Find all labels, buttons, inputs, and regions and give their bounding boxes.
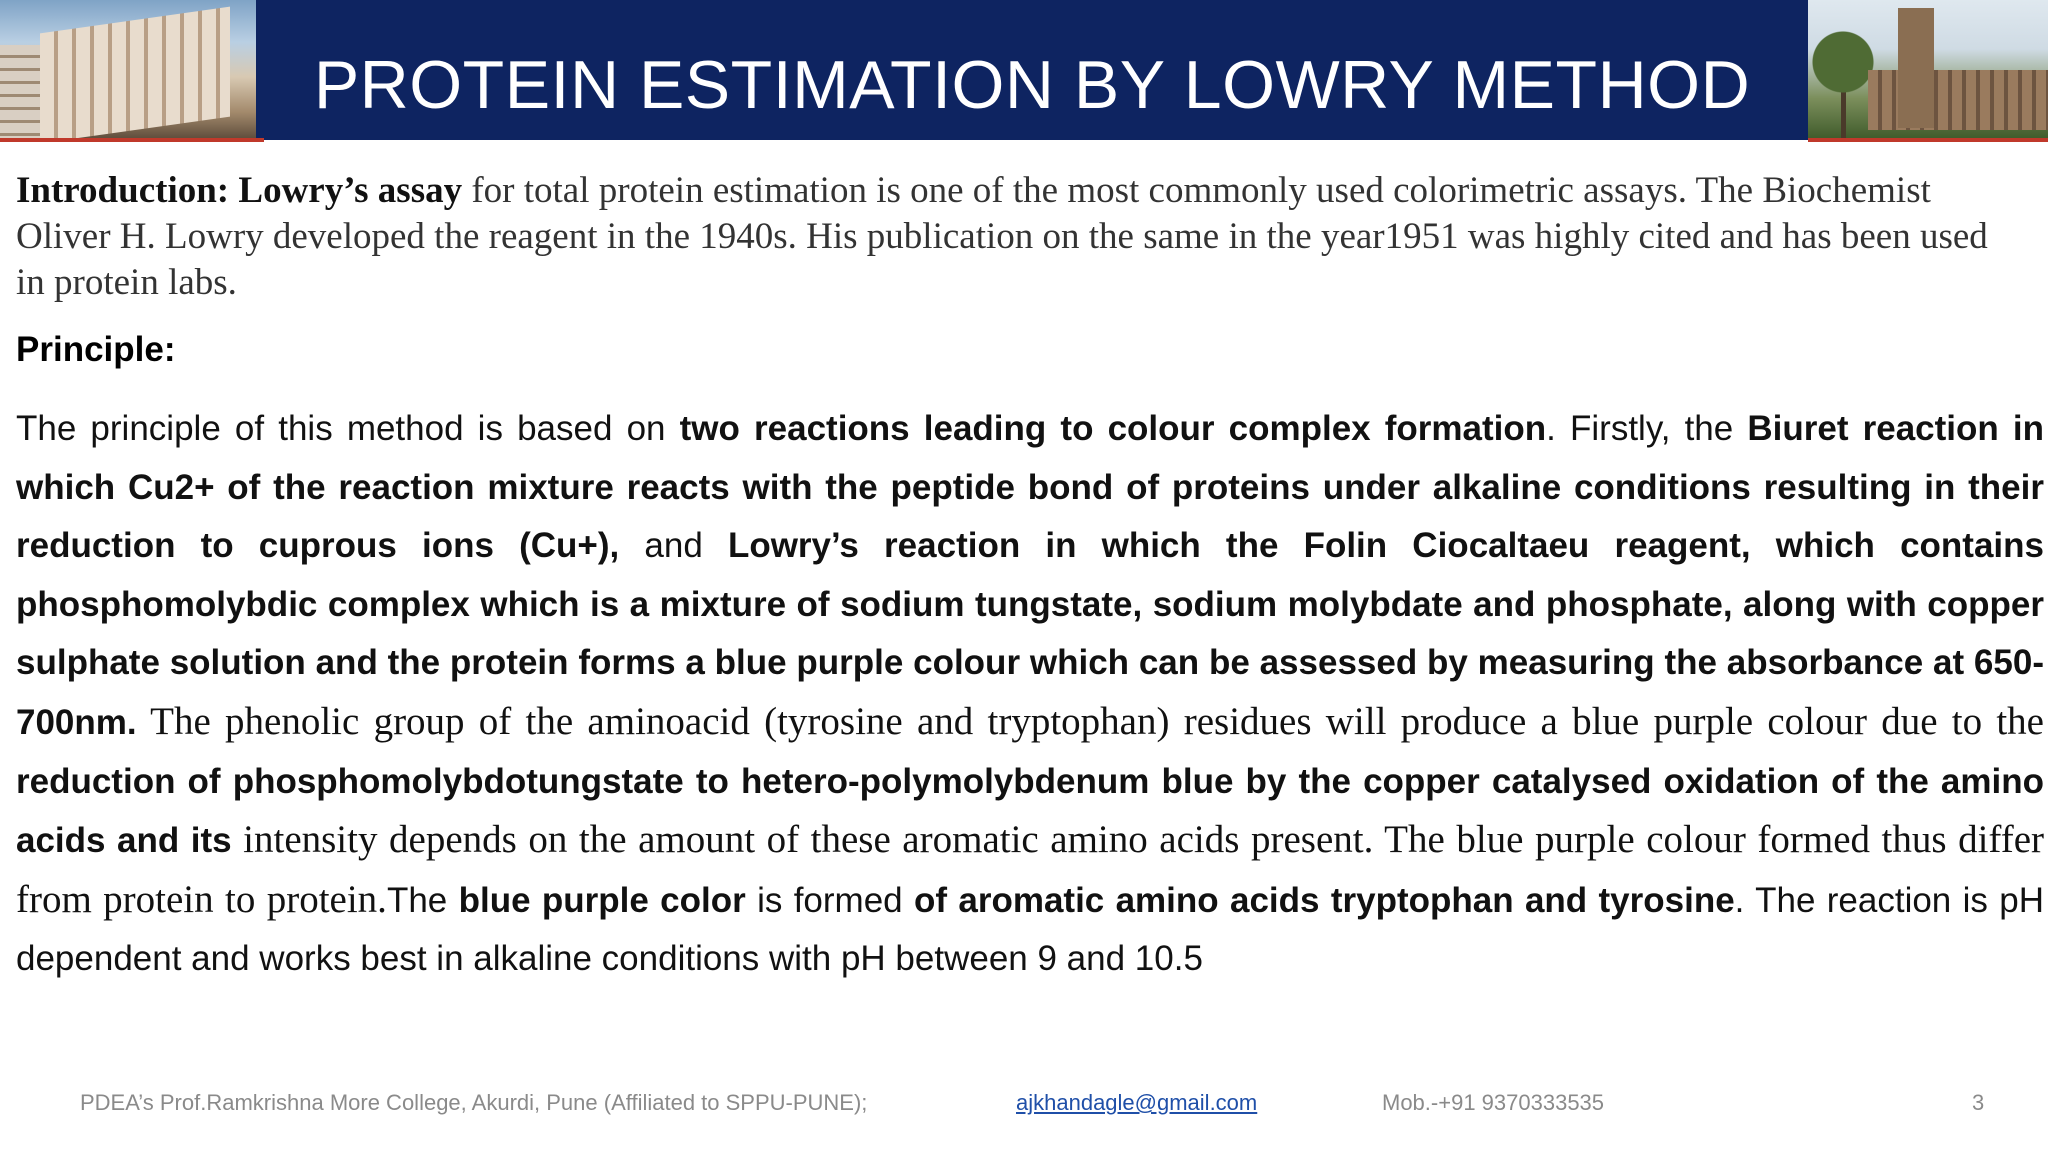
slide-title: PROTEIN ESTIMATION BY LOWRY METHOD — [313, 47, 1751, 123]
principle-text-8: . The reaction is pH dependent and works best in alkaline conditions with pH between 9 and 10.5 — [16, 880, 2044, 979]
principle-bold-6: blue purple color — [458, 880, 746, 920]
accent-line-right — [1808, 138, 2048, 142]
principle-bold-3: Lowry’s reaction in which the Folin Ciocaltaeu reagent, which contains phosphomolybdic complex which is a mixture of sodium tungstate, sodium molybdate and phosphate, along with copper sulphate solution and the protein forms a blue purple colour which can be assessed by measuring the absorbance at 650-700nm. — [16, 526, 2044, 742]
principle-bold-1: two reactions leading to colour complex formation — [679, 409, 1547, 448]
footer-email-link[interactable]: ajkhandagle@gmail.com — [1016, 1090, 1258, 1115]
clock-tower-image — [1898, 8, 1934, 128]
page-number: 3 — [1972, 1090, 1985, 1115]
principle-bold-7: of aromatic amino acids tryptophan and tyrosine — [913, 880, 1735, 920]
principle-text-6: The — [386, 880, 459, 920]
footer-mobile: Mob.-+91 9370333535 — [1382, 1090, 1605, 1115]
title-banner — [256, 0, 1808, 140]
building-facade-image — [40, 7, 230, 140]
principle-text-3: and — [619, 526, 728, 566]
principle-text-2: . Firstly, the — [1546, 409, 1748, 448]
college-building-photo — [0, 0, 256, 140]
intro-assay-name: Lowry’s assay — [238, 170, 463, 211]
principle-heading: Principle: — [16, 330, 176, 369]
intro-text: for total protein estimation is one of the most commonly used colorimetric assays. The Biochemist Oliver H. Lowry developed the reagent in the 1940s. His publication on the same in the year1951 was highly cited and has been used in protein labs. — [16, 170, 1988, 303]
principle-text-5: intensity depends on the amount of these aromatic amino acids present. The blue purple colour formed thus differ from protein to protein. — [16, 818, 2044, 921]
slide-header — [0, 0, 2048, 140]
principle-text-7: is formed — [745, 880, 914, 920]
slide-footer — [0, 1090, 2048, 1120]
principle-text-1: The principle of this method is based on — [16, 409, 680, 448]
principle-text-4: The phenolic group of the aminoacid (tyrosine and tryptophan) residues will produce a blue purple colour due to the — [136, 699, 2044, 743]
accent-line-left — [0, 138, 264, 142]
introduction-paragraph — [16, 168, 2006, 306]
principle-bold-4: reduction of phosphomolybdotungstate to hetero-polymolybdenum blue by the copper catalysed oxidation of the amino acids and its — [16, 761, 2044, 861]
university-building-photo — [1808, 0, 2048, 140]
principle-paragraph — [16, 400, 2044, 989]
intro-label: Introduction: — [16, 170, 239, 211]
footer-college: PDEA’s Prof.Ramkrishna More College, Akurdi, Pune (Affiliated to SPPU-PUNE); — [80, 1090, 868, 1115]
hall-image — [1868, 70, 2048, 130]
principle-bold-2: Biuret reaction in which Cu2+ of the reaction mixture reacts with the peptide bond of proteins under alkaline conditions resulting in their reduction to cuprous ions (Cu+), — [16, 409, 2044, 566]
